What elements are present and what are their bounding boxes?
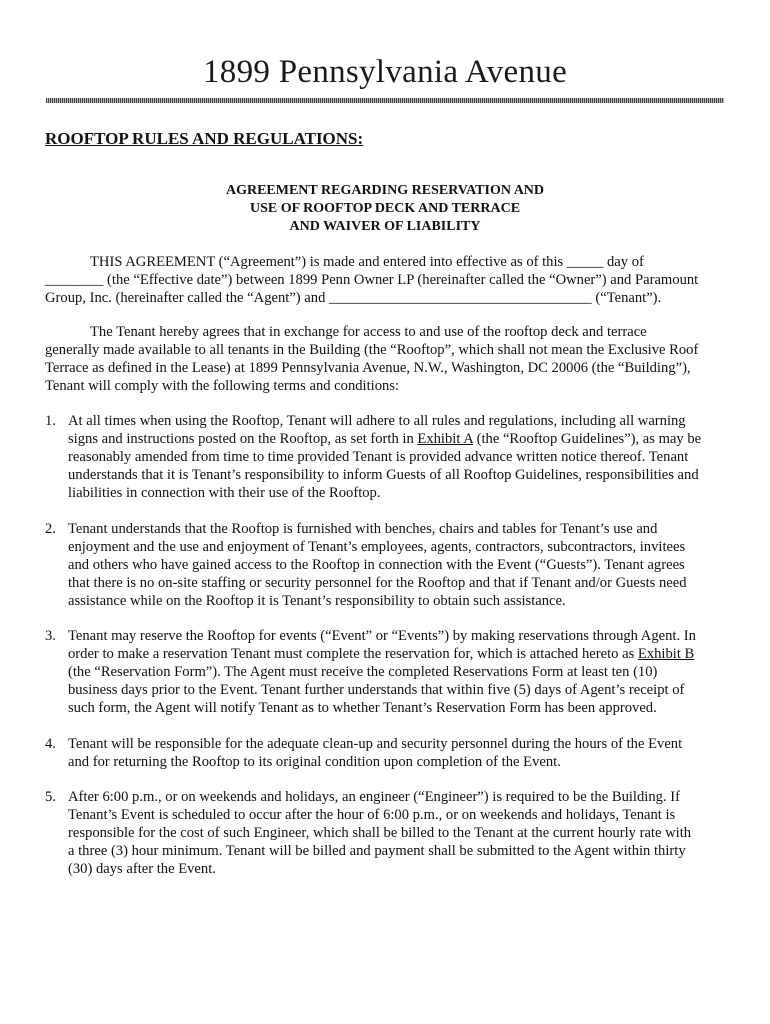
list-item-line: order to make a reservation Tenant must complete the reservation for, which is attached hereto as Exhibit B <box>68 646 695 662</box>
list-item <box>45 412 725 502</box>
list-item-number: 1. <box>45 413 56 429</box>
list-item-body <box>68 627 725 717</box>
agreement-heading-line: USE OF ROOFTOP DECK AND TERRACE <box>249 201 521 216</box>
list-item-line: (the “Reservation Form”). The Agent must receive the completed Reservations Form at least ten (10) <box>68 664 658 680</box>
list-item-line: responsible for the cost of such Engineer, which shall be billed to the Tenant at the current hourly rate with <box>68 825 692 841</box>
list-item-line: and for returning the Rooftop to its original condition upon completion of the Event. <box>68 754 561 770</box>
list-item <box>45 627 725 717</box>
exhibit-reference: Exhibit B <box>637 646 695 662</box>
list-item-line: Tenant understands that the Rooftop is furnished with benches, chairs and tables for Tenant’s use and <box>68 521 658 537</box>
list-item-line: that there is no on-site staffing or security personnel for the Rooftop and that if Tenant and/or Guests need <box>68 575 687 591</box>
list-item-line: reasonably amended from time to time provided Tenant is provided advance written notice thereof. Tenant <box>68 449 689 465</box>
terms-intro-paragraph <box>45 323 725 395</box>
paragraph-line: Tenant will comply with the following terms and conditions: <box>45 378 400 394</box>
list-item-line: and others who have gained access to the Rooftop in connection with the Event (“Guests”). Tenant agrees <box>68 557 685 573</box>
title-divider <box>46 98 724 103</box>
list-item-line: Tenant’s Event is scheduled to occur after the hour of 6:00 p.m., or on weekends and holidays, Tenant is <box>68 807 676 823</box>
agreement-heading-line: AGREEMENT REGARDING RESERVATION AND <box>225 183 545 198</box>
list-item-body <box>68 412 725 502</box>
paragraph-line: The Tenant hereby agrees that in exchange for access to and use of the rooftop deck and terrace <box>90 324 647 340</box>
list-item-body <box>68 788 725 878</box>
agreement-heading <box>0 182 770 236</box>
paragraph-line: Terrace as defined in the Lease) at 1899 Pennsylvania Avenue, N.W., Washington, DC 20006 (the “Building”), <box>45 360 691 376</box>
section-heading: ROOFTOP RULES AND REGULATIONS: <box>45 129 364 148</box>
exhibit-reference: Exhibit A <box>417 431 473 447</box>
list-item-line: enjoyment and the use and enjoyment of Tenant’s employees, agents, contractors, subcontractors, invitees <box>68 539 686 555</box>
list-item-body <box>68 735 725 771</box>
list-item-line: understands that it is Tenant’s responsibility to inform Guests of all Rooftop Guidelines, responsibilities and <box>68 467 699 483</box>
agreement-heading-line: AND WAIVER OF LIABILITY <box>289 219 481 234</box>
document-title: 1899 Pennsylvania Avenue <box>202 54 568 90</box>
list-item-body <box>68 520 725 610</box>
list-item-line: Tenant may reserve the Rooftop for events (“Event” or “Events”) by making reservations through Agent. In <box>68 628 696 644</box>
paragraph-line: Group, Inc. (hereinafter called the “Agent”) and ____________________________________ (“Tenant”). <box>45 290 662 306</box>
paragraph-line: THIS AGREEMENT (“Agreement”) is made and entered into effective as of this _____ day of <box>90 254 644 270</box>
list-item-line: (30) days after the Event. <box>68 861 216 877</box>
list-item-line: a three (3) hour minimum. Tenant will be billed and payment shall be submitted to the Agent within thirty <box>68 843 686 859</box>
list-item-line: such form, the Agent will notify Tenant as to whether Tenant’s Reservation Form has been approved. <box>68 700 657 716</box>
list-item <box>45 520 725 610</box>
list-item-line: Tenant will be responsible for the adequate clean-up and security personnel during the hours of the Event <box>68 736 683 752</box>
list-item <box>45 788 725 878</box>
list-item-number: 5. <box>45 789 56 805</box>
paragraph-line: ________ (the “Effective date”) between 1899 Penn Owner LP (hereinafter called the “Owner”) and Paramount <box>45 272 699 288</box>
list-item-number: 4. <box>45 736 56 752</box>
list-item-number: 3. <box>45 628 56 644</box>
list-item-line: assistance while on the Rooftop it is Tenant’s responsibility to obtain such assistance. <box>68 593 566 609</box>
list-item-line: business days prior to the Event. Tenant further understands that within five (5) days of Agent’s receipt of <box>68 682 685 698</box>
list-item-line: signs and instructions posted on the Rooftop, as set forth in Exhibit A (the “Rooftop Guidelines”), as may be <box>68 431 702 447</box>
list-item <box>45 735 725 771</box>
list-item-line: At all times when using the Rooftop, Tenant will adhere to all rules and regulations, including all warning <box>68 413 686 429</box>
list-item-line: liabilities in connection with their use of the Rooftop. <box>68 485 381 501</box>
list-item-number: 2. <box>45 521 56 537</box>
intro-paragraph <box>45 253 725 307</box>
paragraph-line: generally made available to all tenants in the Building (the “Rooftop”, which shall not mean the Exclusive Roof <box>45 342 699 358</box>
list-item-line: After 6:00 p.m., or on weekends and holidays, an engineer (“Engineer”) is required to be the Building. If <box>68 789 680 805</box>
